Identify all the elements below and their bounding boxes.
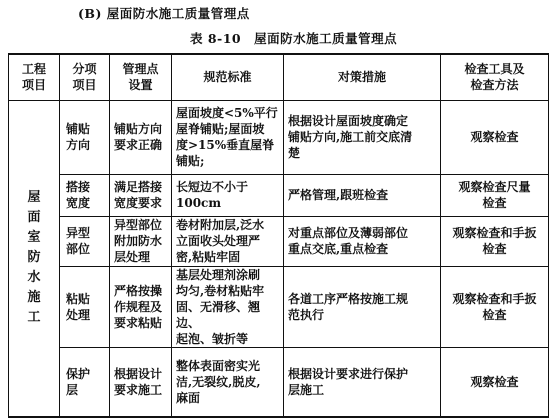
table-row [9, 174, 549, 216]
standard-cell: 卷材附加层,泛水 立面收头处理严 密,粘贴牢固 [172, 216, 284, 266]
table-row [9, 100, 549, 174]
project-cell: 屋 面 室 防 水 施 工 [9, 100, 60, 417]
standard-cell: 基层处理剂涂刷 均匀,卷材粘贴牢 固、无滑移、翘边、 起泡、皱折等 [172, 266, 284, 347]
control-point-cell: 铺贴方向 要求正确 [110, 100, 172, 174]
sub-item-cell: 保护 层 [60, 347, 110, 417]
inspection-cell: 观察检查尺量 检查 [441, 174, 549, 216]
header-standard: 规范标准 [172, 54, 284, 100]
standard-cell: 屋面坡度<5%平行 屋脊铺贴;屋面坡 度>15%垂直屋脊 铺贴; [172, 100, 284, 174]
measure-cell: 对重点部位及薄弱部位 重点交底,重点检查 [284, 216, 441, 266]
measure-cell: 根据设计要求进行保护 层施工 [284, 347, 441, 417]
control-point-cell: 根据设计 要求施工 [110, 347, 172, 417]
standard-cell: 长短边不小于 100cm [172, 174, 284, 216]
standard-cell: 整体表面密实光 洁,无裂纹,脱皮, 麻面 [172, 347, 284, 417]
header-row [9, 54, 549, 100]
measure-cell: 严格管理,跟班检查 [284, 174, 441, 216]
inspection-cell: 观察检查和手扳 检查 [441, 266, 549, 347]
table-row [9, 216, 549, 266]
table-caption: 表 8-10 屋面防水施工质量管理点 [190, 31, 398, 46]
measure-cell: 根据设计屋面坡度确定 铺贴方向,施工前交底清 楚 [284, 100, 441, 174]
measure-cell: 各道工序严格按施工规 范执行 [284, 266, 441, 347]
header-inspection-method: 检查工具及 检查方法 [441, 54, 549, 100]
inspection-cell: 观察检查 [441, 100, 549, 174]
header-control-point: 管理点 设置 [110, 54, 172, 100]
control-point-cell: 异型部位 附加防水 层处理 [110, 216, 172, 266]
inspection-cell: 观察检查和手扳 检查 [441, 216, 549, 266]
table-row [9, 347, 549, 417]
control-point-cell: 满足搭接 宽度要求 [110, 174, 172, 216]
header-project: 工程 项目 [9, 54, 60, 100]
sub-item-cell: 铺贴 方向 [60, 100, 110, 174]
sub-item-cell: 粘贴 处理 [60, 266, 110, 347]
sub-item-cell: 异型 部位 [60, 216, 110, 266]
inspection-cell: 观察检查 [441, 347, 549, 417]
header-measures: 对策措施 [284, 54, 441, 100]
control-point-cell: 严格按操 作规程及 要求粘贴 [110, 266, 172, 347]
section-heading: (B) 屋面防水施工质量管理点 [78, 6, 250, 21]
table-row [9, 266, 549, 347]
header-sub-item: 分项 项目 [60, 54, 110, 100]
sub-item-cell: 搭接 宽度 [60, 174, 110, 216]
quality-control-table [8, 53, 549, 418]
